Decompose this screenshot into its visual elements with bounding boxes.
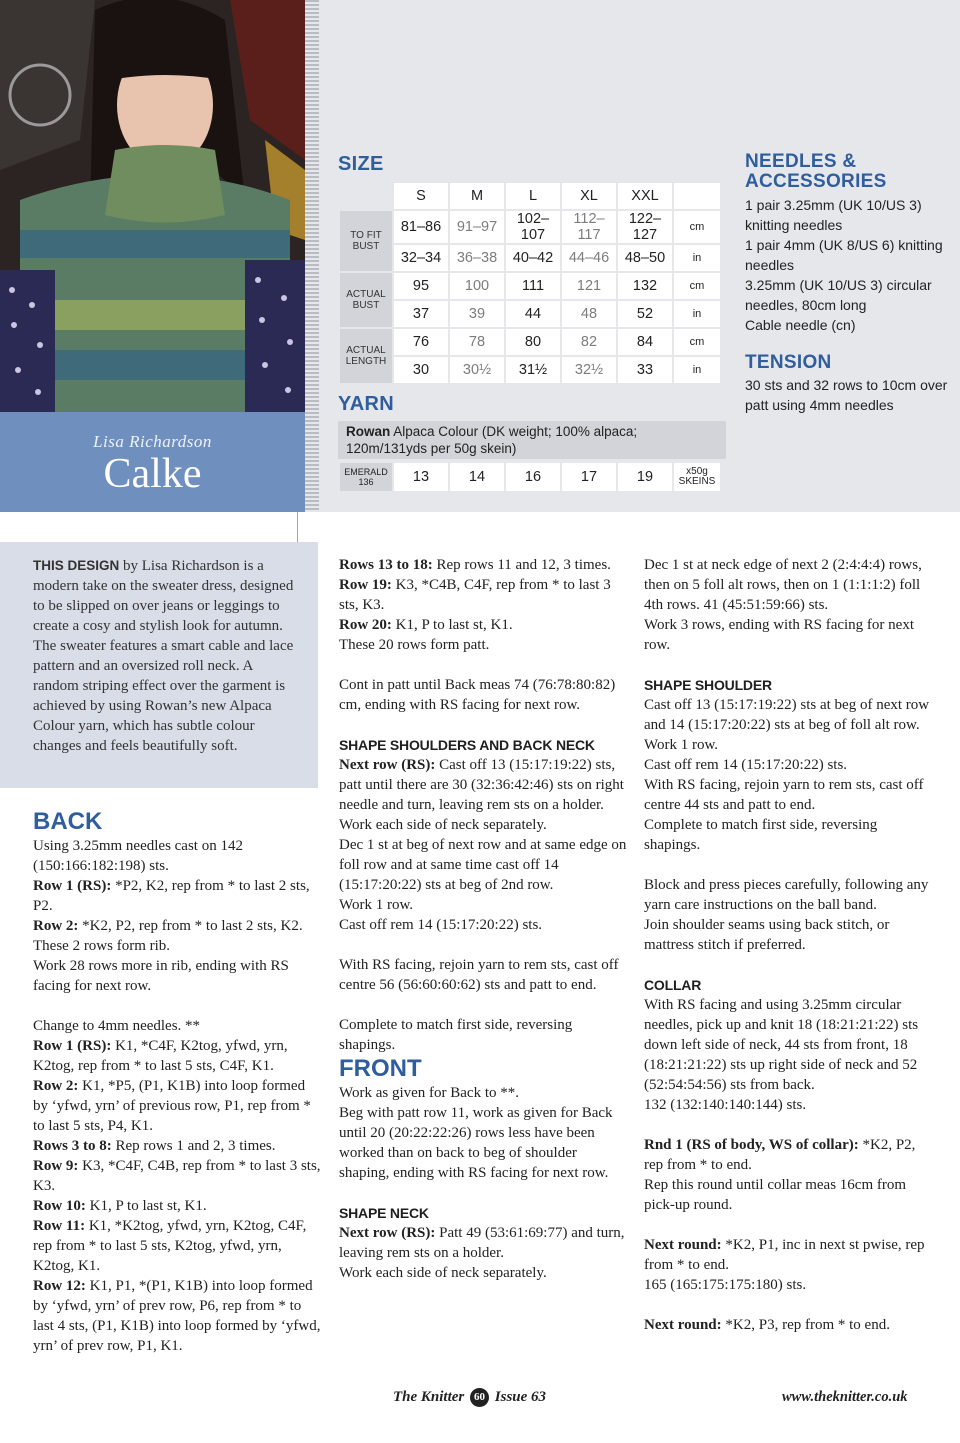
- paragraph: Block and press pieces carefully, following any yarn care instructions on the ball band.: [644, 877, 929, 913]
- row-label: Next round:: [644, 1317, 722, 1333]
- table-cell: 122–127: [618, 211, 672, 243]
- unit-header: [674, 183, 720, 209]
- row-text: Rep rows 1 and 2, 3 times.: [111, 1138, 276, 1154]
- paragraph: [33, 916, 323, 936]
- shade-label: [340, 463, 392, 491]
- table-cell: 95: [394, 273, 448, 299]
- table-cell: 32½: [562, 357, 616, 383]
- paragraph: [33, 1216, 323, 1276]
- row-label: Next row (RS):: [339, 1225, 436, 1241]
- paragraph: [339, 755, 629, 815]
- pattern-title: Calke: [103, 451, 202, 497]
- row-label: TO FIT BUST: [340, 211, 392, 271]
- paragraph: [33, 1076, 323, 1136]
- size-heading: SIZE: [338, 153, 384, 175]
- shape-neck-heading: SHAPE NECK: [339, 1205, 429, 1221]
- paragraph: [339, 555, 629, 575]
- unit-cell: in: [674, 245, 720, 271]
- paragraph: [644, 1235, 934, 1275]
- row-label: Row 12:: [33, 1278, 86, 1294]
- row-text: K1, *C4F, K2tog, yfwd, yrn, K2tog, rep from * to last 5 sts, C4F, K1.: [33, 1038, 288, 1074]
- website-link[interactable]: www.theknitter.co.uk: [782, 1389, 908, 1405]
- table-cell: 36–38: [450, 245, 504, 271]
- row-label: Row 2:: [33, 918, 79, 934]
- shape-shoulders-heading: SHAPE SHOULDERS AND BACK NECK: [339, 737, 595, 753]
- table-row: [340, 329, 720, 355]
- paragraph: With RS facing, rejoin yarn to rem sts, cast off centre 44 sts and patt to end.: [644, 777, 924, 813]
- size-table: [338, 181, 722, 385]
- table-cell: 132: [618, 273, 672, 299]
- paragraph: Work 28 rows more in rib, ending with RS facing for next row.: [33, 958, 289, 994]
- paragraph: Complete to match first side, reversing shapings.: [339, 1017, 573, 1053]
- paragraph: These 20 rows form patt.: [339, 637, 490, 653]
- paragraph: 132 (132:140:140:144) sts.: [644, 1097, 807, 1113]
- row-label: Rows 3 to 8:: [33, 1138, 112, 1154]
- page-number: 60: [470, 1388, 489, 1407]
- intro-body: by Lisa Richardson is a modern take on the sweater dress, designed to be slipped on over jeans or leggings to create a cosy and stylish look for autumn. The sweater features a smart cable and lace pattern and an oversized roll neck. A random striping effect over the garment is achieved by using Rowan’s new Alpaca Colour yarn, which has subtle colour changes and feels beautifully soft.: [33, 558, 294, 754]
- table-row: [340, 357, 720, 383]
- paragraph: Cast off 13 (15:17:19:22) sts at beg of next row and 14 (15:17:20:22) sts at beg of foll alt row.: [644, 697, 930, 733]
- front-heading: FRONT: [339, 1055, 422, 1082]
- yarn-brand: Rowan: [346, 424, 391, 439]
- size-col-header: XL: [562, 183, 616, 209]
- unit-cell: [674, 463, 720, 491]
- paragraph: [644, 1315, 934, 1335]
- paragraph: Join shoulder seams using back stitch, or mattress stitch if preferred.: [644, 917, 890, 953]
- table-row: [340, 273, 720, 299]
- row-label: Next round:: [644, 1237, 722, 1253]
- table-cell: 16: [506, 463, 560, 491]
- paragraph: [644, 1135, 934, 1175]
- row-label: Row 2:: [33, 1078, 79, 1094]
- unit-cell: in: [674, 301, 720, 327]
- paragraph: [33, 876, 323, 916]
- paragraph: Beg with patt row 11, work as given for Back until 20 (20:22:22:26) rows less have been worked than on back to beg of shoulder shaping, ending with RS facing for next row.: [339, 1105, 613, 1181]
- paragraph: Cast off rem 14 (15:17:20:22) sts.: [644, 757, 848, 773]
- table-cell: 33: [618, 357, 672, 383]
- row-text: *P2, K2, rep from * to last 2 sts, P2.: [33, 878, 310, 914]
- tension-text: 30 sts and 32 rows to 10cm over patt using 4mm needles: [745, 377, 948, 413]
- spacer: [339, 715, 629, 735]
- table-cell: 19: [618, 463, 672, 491]
- paragraph: 165 (165:175:175:180) sts.: [644, 1277, 807, 1293]
- tension-heading: TENSION: [745, 352, 832, 373]
- table-row: [340, 245, 720, 271]
- page-spine: [305, 0, 319, 512]
- table-cell: 91–97: [450, 211, 504, 243]
- row-text: K1, P to last st, K1.: [85, 1198, 207, 1214]
- yarn-heading: YARN: [338, 393, 395, 415]
- paragraph: [339, 615, 629, 635]
- paragraph: Dec 1 st at neck edge of next 2 (2:4:4:4) rows, then on 5 foll alt rows, then on 1 (1:1:1:2) foll 4th rows. 41 (45:51:59:66) sts.: [644, 557, 922, 613]
- row-label: ACTUAL BUST: [340, 273, 392, 327]
- table-cell: 52: [618, 301, 672, 327]
- size-col-header: M: [450, 183, 504, 209]
- blank-cell: [340, 183, 392, 209]
- paragraph: Rep this round until collar meas 16cm from pick-up round.: [644, 1177, 907, 1213]
- size-col-header: S: [394, 183, 448, 209]
- row-label: Row 1 (RS):: [33, 878, 112, 894]
- spacer: [644, 855, 934, 875]
- paragraph: Work 1 row.: [644, 737, 719, 753]
- row-text: Patt 49 (53:61:69:77) and turn, leaving rem sts on a holder.: [339, 1225, 625, 1261]
- yarn-table: [338, 461, 722, 493]
- back-heading: BACK: [33, 808, 103, 835]
- table-cell: 78: [450, 329, 504, 355]
- model-photo: [0, 0, 305, 412]
- paragraph: Dec 1 st at beg of next row and at same edge on foll row and at same time cast off 14 (15:17:20:22) sts at beg of 2nd row.: [339, 837, 627, 893]
- unit-skeins: SKEINS: [678, 476, 716, 487]
- model-illustration: [0, 0, 305, 412]
- size-col-header: L: [506, 183, 560, 209]
- spacer: [339, 995, 629, 1015]
- intro-lead: THIS DESIGN: [33, 558, 120, 573]
- table-cell: 31½: [506, 357, 560, 383]
- unit-cell: cm: [674, 211, 720, 243]
- paragraph: Using 3.25mm needles cast on 142 (150:166:182:198) sts.: [33, 838, 243, 874]
- spacer: [644, 655, 934, 675]
- row-text: *K2, P1, inc in next st pwise, rep from * to end.: [644, 1237, 925, 1273]
- intro-text: [33, 556, 298, 756]
- spacer: [644, 955, 934, 975]
- table-cell: 80: [506, 329, 560, 355]
- spacer: [339, 935, 629, 955]
- paragraph: [33, 1156, 323, 1196]
- row-text: Cast off 13 (15:17:19:22) sts, patt until there are 30 (32:36:42:46) sts on right needle and turn, leaving rem sts on a holder.: [339, 757, 624, 813]
- table-cell: 76: [394, 329, 448, 355]
- column-right: [644, 555, 934, 1335]
- table-row: [340, 211, 720, 243]
- unit-weight: x50g: [686, 466, 708, 477]
- paragraph: [33, 1276, 323, 1356]
- paragraph: These 2 rows form rib.: [33, 938, 171, 954]
- table-cell: 112–117: [562, 211, 616, 243]
- table-cell: 40–42: [506, 245, 560, 271]
- row-label: Rnd 1 (RS of body, WS of collar):: [644, 1137, 859, 1153]
- paragraph: Cont in patt until Back meas 74 (76:78:80:82) cm, ending with RS facing for next row.: [339, 677, 616, 713]
- row-text: K1, *P5, (P1, K1B) into loop formed by ‘yfwd, yrn’ of previous row, P1, rep from * to last 5 sts, P4, K1.: [33, 1078, 311, 1134]
- table-cell: 37: [394, 301, 448, 327]
- paragraph: [33, 1196, 323, 1216]
- row-label: Row 11:: [33, 1218, 86, 1234]
- table-row: [340, 463, 720, 491]
- paragraph: Work each side of neck separately.: [339, 1265, 547, 1281]
- list-item: 1 pair 3.25mm (UK 10/US 3) knitting needles: [745, 197, 922, 233]
- table-cell: 32–34: [394, 245, 448, 271]
- row-label: Row 10:: [33, 1198, 86, 1214]
- magazine-name: The Knitter: [393, 1388, 465, 1405]
- row-text: *K2, P3, rep from * to end.: [721, 1317, 890, 1333]
- list-item: 1 pair 4mm (UK 8/US 6) knitting needles: [745, 237, 943, 273]
- paragraph: [339, 1223, 629, 1263]
- table-cell: 82: [562, 329, 616, 355]
- row-text: K1, P to last st, K1.: [391, 617, 513, 633]
- paragraph: Work 3 rows, ending with RS facing for next row.: [644, 617, 914, 653]
- table-cell: 111: [506, 273, 560, 299]
- row-text: K1, P1, *(P1, K1B) into loop formed by ‘yfwd, yrn’ of prev row, P6, rep from * to last 4 sts, (P1, K1B) into loop formed by ‘yfwd, yrn’ of prev row, P1, K1.: [33, 1278, 321, 1354]
- spacer: [644, 1215, 934, 1235]
- needles-heading: [745, 152, 945, 192]
- footer-issue: [393, 1388, 546, 1407]
- table-row: [340, 301, 720, 327]
- yarn-spec: Alpaca Colour (DK weight; 100% alpaca; 120m/131yds per 50g skein): [346, 424, 638, 456]
- paragraph: [33, 1036, 323, 1076]
- row-text: K1, *K2tog, yfwd, yrn, K2tog, C4F, rep from * to last 5 sts, K2tog, yfwd, yrn, K2tog, K1.: [33, 1218, 307, 1274]
- paragraph: Work each side of neck separately.: [339, 817, 547, 833]
- unit-cell: cm: [674, 329, 720, 355]
- paragraph: Change to 4mm needles. **: [33, 1018, 201, 1034]
- yarn-description: [338, 421, 726, 459]
- column-back: [33, 808, 323, 1356]
- issue-number: Issue 63: [494, 1388, 547, 1405]
- title-card: [0, 412, 305, 512]
- paragraph: With RS facing and using 3.25mm circular needles, pick up and knit 18 (18:21:21:22) sts down left side of neck, 44 sts from front, 18 (18:21:21:22) sts up right side of neck and 52 (52:54:54:56) sts from back.: [644, 997, 919, 1093]
- table-cell: 102–107: [506, 211, 560, 243]
- row-text: *K2, P2, rep from * to end.: [644, 1137, 916, 1173]
- row-text: K3, *C4F, C4B, rep from * to last 3 sts, K3.: [33, 1158, 321, 1194]
- paragraph: Cast off rem 14 (15:17:20:22) sts.: [339, 917, 543, 933]
- divider: [297, 512, 298, 542]
- size-col-header: XXL: [618, 183, 672, 209]
- table-cell: 100: [450, 273, 504, 299]
- spacer: [644, 1115, 934, 1135]
- table-cell: 81–86: [394, 211, 448, 243]
- row-text: Rep rows 11 and 12, 3 times.: [432, 557, 611, 573]
- needles-heading-line: NEEDLES &: [745, 151, 857, 172]
- row-label: Row 19:: [339, 577, 392, 593]
- spacer: [33, 996, 323, 1016]
- spacer: [339, 655, 629, 675]
- row-label: ACTUAL LENGTH: [340, 329, 392, 383]
- list-item: 3.25mm (UK 10/US 3) circular needles, 80cm long: [745, 277, 932, 313]
- needles-heading-line: ACCESSORIES: [745, 171, 887, 192]
- collar-heading: COLLAR: [644, 977, 702, 993]
- table-cell: 44: [506, 301, 560, 327]
- table-cell: 48–50: [618, 245, 672, 271]
- needles-list: [745, 195, 950, 335]
- row-label: Row 20:: [339, 617, 392, 633]
- table-cell: 30: [394, 357, 448, 383]
- paragraph: Work 1 row.: [339, 897, 414, 913]
- row-label: Row 1 (RS):: [33, 1038, 112, 1054]
- shade-name: EMERALD: [344, 467, 388, 477]
- table-cell: 44–46: [562, 245, 616, 271]
- row-text: *K2, P2, rep from * to last 2 sts, K2.: [78, 918, 303, 934]
- table-cell: 13: [394, 463, 448, 491]
- table-cell: 30½: [450, 357, 504, 383]
- unit-cell: in: [674, 357, 720, 383]
- spacer: [644, 1295, 934, 1315]
- paragraph: Work as given for Back to **.: [339, 1085, 519, 1101]
- row-label: Row 9:: [33, 1158, 79, 1174]
- shape-shoulder-heading: SHAPE SHOULDER: [644, 677, 772, 693]
- paragraph: Complete to match first side, reversing shapings.: [644, 817, 878, 853]
- unit-cell: cm: [674, 273, 720, 299]
- size-header-row: [340, 183, 720, 209]
- row-text: K3, *C4B, C4F, rep from * to last 3 sts, K3.: [339, 577, 611, 613]
- paragraph: With RS facing, rejoin yarn to rem sts, cast off centre 56 (56:60:60:62) sts and patt to end.: [339, 957, 619, 993]
- table-cell: 121: [562, 273, 616, 299]
- column-middle: [339, 555, 629, 1283]
- row-label: Next row (RS):: [339, 757, 436, 773]
- list-item: Cable needle (cn): [745, 317, 856, 333]
- spacer: [339, 1183, 629, 1203]
- table-cell: 48: [562, 301, 616, 327]
- table-cell: 39: [450, 301, 504, 327]
- paragraph: [339, 575, 629, 615]
- table-cell: 14: [450, 463, 504, 491]
- table-cell: 17: [562, 463, 616, 491]
- designer-name: Lisa Richardson: [93, 432, 212, 451]
- table-cell: 84: [618, 329, 672, 355]
- shade-number: 136: [358, 477, 374, 487]
- paragraph: [33, 1136, 323, 1156]
- row-label: Rows 13 to 18:: [339, 557, 433, 573]
